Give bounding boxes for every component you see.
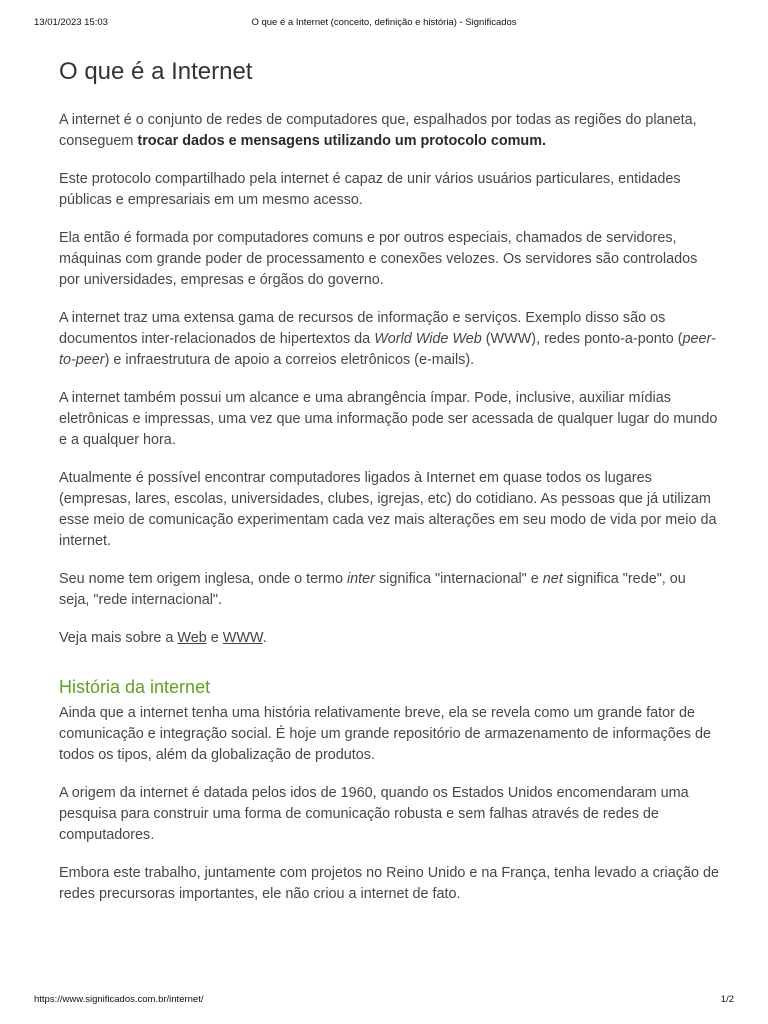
paragraph-history-2: A origem da internet é datada pelos idos de 1960, quando os Estados Unidos encomendaram uma pesquisa para construir uma forma de comunicação robusta e sem falhas através de redes de computadores. [59, 785, 689, 843]
italic-text: World Wide Web [374, 331, 482, 347]
paragraph-text: Veja mais sobre a [59, 630, 178, 646]
italic-text: inter [346, 571, 375, 587]
page-number: 1/2 [720, 994, 734, 1005]
www-link[interactable]: WWW [222, 630, 263, 646]
paragraph-text: ) e infraestrutura de apoio a correios eletrônicos (e-mails). [104, 352, 475, 368]
paragraph-reach: A internet também possui um alcance e uma abrangência ímpar. Pode, inclusive, auxiliar mídias eletrônicas e impressas, uma vez que uma informação pode ser acessada de qualquer lugar do mundo e a qualquer hora. [59, 390, 718, 448]
print-header [34, 17, 734, 31]
paragraph-resources [59, 308, 719, 371]
paragraph-protocol: Este protocolo compartilhado pela internet é capaz de unir vários usuários particulares, entidades públicas e empresariais em um mesmo acesso. [59, 171, 681, 208]
print-datetime: 13/01/2023 15:03 [34, 17, 108, 28]
print-url: https://www.significados.com.br/internet/ [34, 994, 204, 1005]
paragraph-text: . [262, 630, 267, 646]
section-title-history: História da internet [59, 677, 211, 697]
paragraph-text: A internet traz uma extensa gama de recursos de informação e serviços. Exemplo disso são os documentos inter-relacionados de hipertextos da [59, 310, 666, 347]
paragraph-servers: Ela então é formada por computadores comuns e por outros especiais, chamados de servidores, máquinas com grande poder de processamento e conexões velozes. Os servidores são controlados por universidades, empresas e órgãos do governo. [59, 230, 698, 288]
article [59, 57, 719, 922]
paragraph-history-3: Embora este trabalho, juntamente com projetos no Reino Unido e na França, tenha levado a criação de redes precursoras importantes, ele não criou a internet de fato. [59, 865, 719, 902]
paragraph-text: (WWW), redes ponto-a-ponto ( [481, 331, 683, 347]
print-document-title: O que é a Internet (conceito, definição e história) - Significados [251, 17, 517, 28]
web-link[interactable]: Web [177, 630, 207, 646]
italic-text: net [542, 571, 563, 587]
paragraph-text: e [206, 630, 223, 646]
paragraph-text: Seu nome tem origem inglesa, onde o termo [59, 571, 347, 587]
paragraph-see-more [59, 628, 719, 649]
paragraph-text: significa "internacional" e [374, 571, 543, 587]
print-footer [34, 994, 734, 1008]
paragraph-name-origin [59, 569, 719, 611]
paragraph-history-1: Ainda que a internet tenha uma história relativamente breve, ela se revela como um grande fator de comunicação e integração social. É hoje um grande repositório de armazenamento de informações de todos os tipos, além da globalização de produtos. [59, 705, 711, 763]
paragraph-current: Atualmente é possível encontrar computadores ligados à Internet em quase todos os lugares (empresas, lares, escolas, universidades, clubes, igrejas, etc) do cotidiano. As pessoas que já utilizam esse meio de comunicação experimentam cada vez mais alterações em seu modo de vida por meio da internet. [59, 470, 717, 549]
paragraph-definition [59, 110, 719, 152]
paragraph-text: A internet é o conjunto de redes de computadores que, espalhados por todas as regiões do planeta, conseguem [59, 112, 697, 149]
paragraph-text: significa "rede", ou seja, "rede internacional". [59, 571, 686, 608]
italic-text: peer-to-peer [59, 331, 716, 368]
bold-text: trocar dados e mensagens utilizando um protocolo comum. [137, 133, 547, 149]
page-title: O que é a Internet [59, 58, 253, 85]
